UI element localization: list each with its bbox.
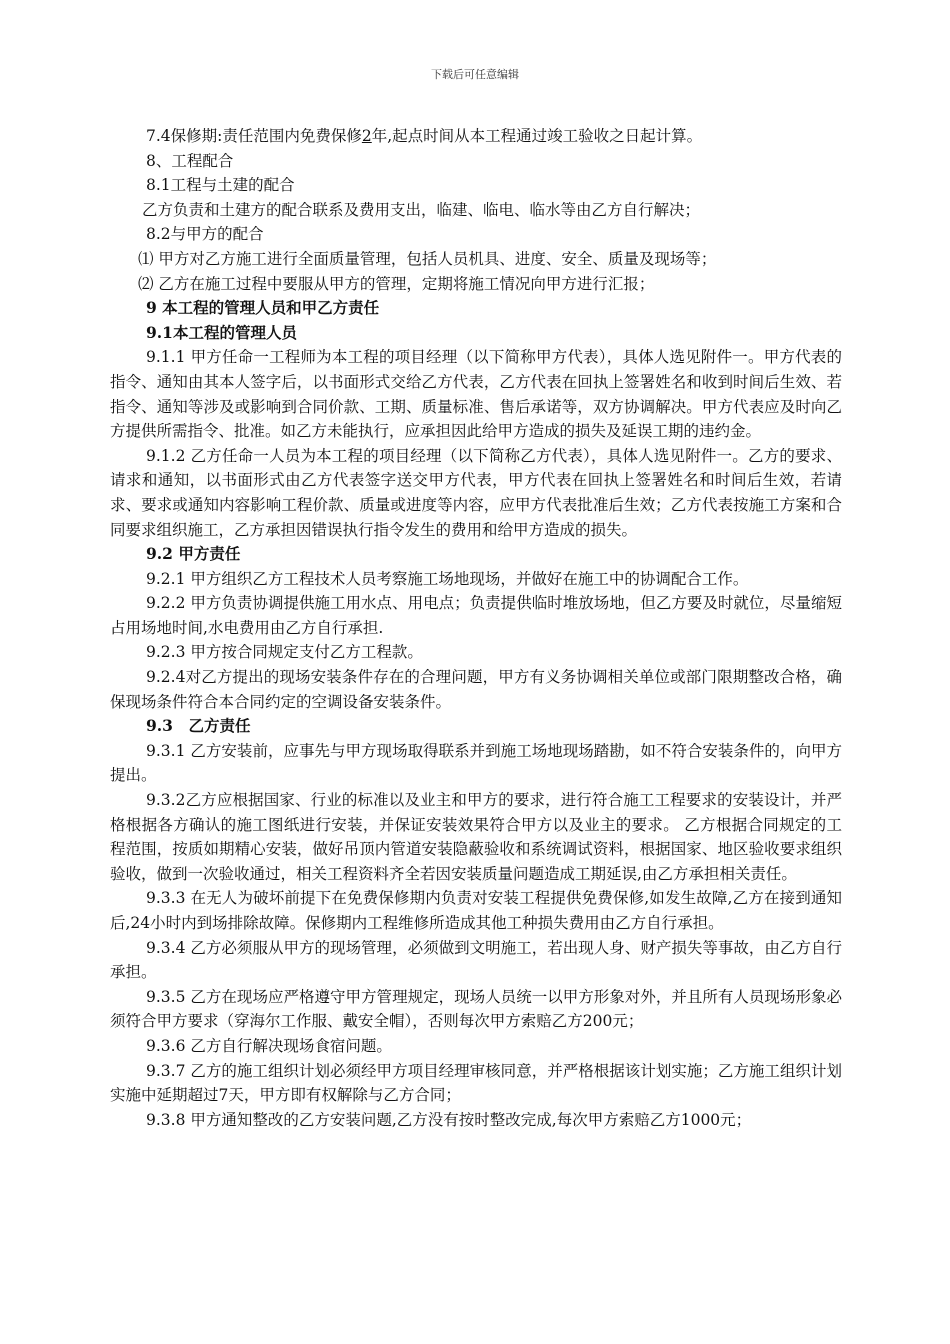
warranty-years: 2 xyxy=(361,127,372,145)
clause-9-3-5: 9.3.5 乙方在现场应严格遵守甲方管理规定，现场人员统一以甲方形象对外，并且所有人员现场形象必须符合甲方要求（穿海尔工作服、戴安全帽），否则每次甲方索赔乙方200元； xyxy=(110,987,842,1031)
paragraph-8-1: 乙方负责和土建方的配合联系及费用支出，临建、临电、临水等由乙方自行解决； xyxy=(142,200,701,219)
clause-9-3-8: 9.3.8 甲方通知整改的乙方安装问题,乙方没有按时整改完成,每次甲方索赔乙方1000元； xyxy=(146,1110,752,1129)
subheading-8-1: 8.1工程与土建的配合 xyxy=(146,176,295,195)
clause-9-1-2: 9.1.2 乙方任命一人员为本工程的项目经理（以下简称乙方代表），具体人选见附件一。乙方的要求、请求和通知，以书面形式由乙方代表签字送交甲方代表，甲方代表在回执上签署姓名和时间后生效，若请求、要求或通知内容影响工程价款、质量或进度等内容，应甲方代表批准后生效；乙方代表按施工方案和合同要求组织施工，乙方承担因错误执行指令发生的费用和给甲方造成的损失。 xyxy=(110,446,842,539)
clause-9-3-4: 9.3.4 乙方必须服从甲方的现场管理，必须做到文明施工，若出现人身、财产损失等事故，由乙方自行承担。 xyxy=(110,938,842,982)
document-body xyxy=(110,124,842,1132)
clause-9-2-2: 9.2.2 甲方负责协调提供施工用水点、用电点；负责提供临时堆放场地，但乙方要及时就位，尽量缩短占用场地时间,水电费用由乙方自行承担. xyxy=(110,594,842,637)
clause-9-3-7: 9.3.7 乙方的施工组织计划必须经甲方项目经理审核同意，并严格根据该计划实施；乙方施工组织计划实施中延期超过7天，甲方即有权解除与乙方合同； xyxy=(110,1061,842,1105)
list-item-8-2-2: ⑵ 乙方在施工过程中要服从甲方的管理，定期将施工情况向甲方进行汇报； xyxy=(138,274,655,293)
subheading-8-2: 8.2与甲方的配合 xyxy=(146,225,264,244)
section-heading-9: 9 本工程的管理人员和甲乙方责任 xyxy=(146,298,380,318)
clause-9-3-2: 9.3.2乙方应根据国家、行业的标准以及业主和甲方的要求，进行符合施工工程要求的安装设计，并严格根据各方确认的施工图纸进行安装，并保证安装效果符合甲方以及业主的要求。 乙方根据合同规定的工程范围，按质如期精心安装，做好吊顶内管道安装隐蔽验收和系统调试资料，根据国家、地区验收要求组织验收，做到一次验收通过，相关工程资料齐全若因安装质量问题造成工期延误,由乙方承担相关责任。 xyxy=(110,791,842,883)
list-item-8-2-1: ⑴ 甲方对乙方施工进行全面质量管理，包括人员机具、进度、安全、质量及现场等； xyxy=(138,249,717,268)
clause-9-2-4: 9.2.4对乙方提出的现场安装条件存在的合理问题，甲方有义务协调相关单位或部门限期整改合格，确保现场条件符合本合同约定的空调设备安装条件。 xyxy=(110,668,842,711)
section-heading-8: 8、工程配合 xyxy=(146,151,234,170)
subheading-9-2: 9.2 甲方责任 xyxy=(146,544,241,564)
clause-7-4 xyxy=(110,124,842,149)
clause-9-3-1: 9.3.1 乙方安装前，应事先与甲方现场取得联系并到施工场地现场踏勘，如不符合安装条件的，向甲方提出。 xyxy=(110,741,842,785)
clause-7-4-text-end: 年,起点时间从本工程通过竣工验收之日起计算。 xyxy=(371,127,703,145)
clause-9-2-1: 9.2.1 甲方组织乙方工程技术人员考察施工场地现场，并做好在施工中的协调配合工作。 xyxy=(146,569,749,588)
clause-9-1-1: 9.1.1 甲方任命一工程师为本工程的项目经理（以下简称甲方代表），具体人选见附件一。甲方代表的指令、通知由其本人签字后，以书面形式交给乙方代表，乙方代表在回执上签署姓名和收到时间后生效、若指令、通知等涉及或影响到合同价款、工期、质量标准、售后承诺等，双方协调解决。甲方代表应及时向乙方提供所需指令、批准。如乙方未能执行，应承担因此给甲方造成的损失及延误工期的违约金。 xyxy=(110,348,842,441)
clause-9-3-6: 9.3.6 乙方自行解决现场食宿问题。 xyxy=(146,1036,392,1055)
subheading-9-3: 9.3 乙方责任 xyxy=(146,716,251,736)
clause-9-2-3: 9.2.3 甲方按合同规定支付乙方工程款。 xyxy=(146,643,423,662)
page-header: 下载后可任意编辑 xyxy=(431,68,519,81)
clause-7-4-text: 7.4保修期:责任范围内免费保修 xyxy=(146,127,362,145)
clause-9-3-3: 9.3.3 在无人为破坏前提下在免费保修期内负责对安装工程提供免费保修,如发生故障,乙方在接到通知后,24小时内到场排除故障。保修期内工程维修所造成其他工种损失费用由乙方自行承担。 xyxy=(110,889,842,932)
subheading-9-1: 9.1本工程的管理人员 xyxy=(146,322,297,342)
